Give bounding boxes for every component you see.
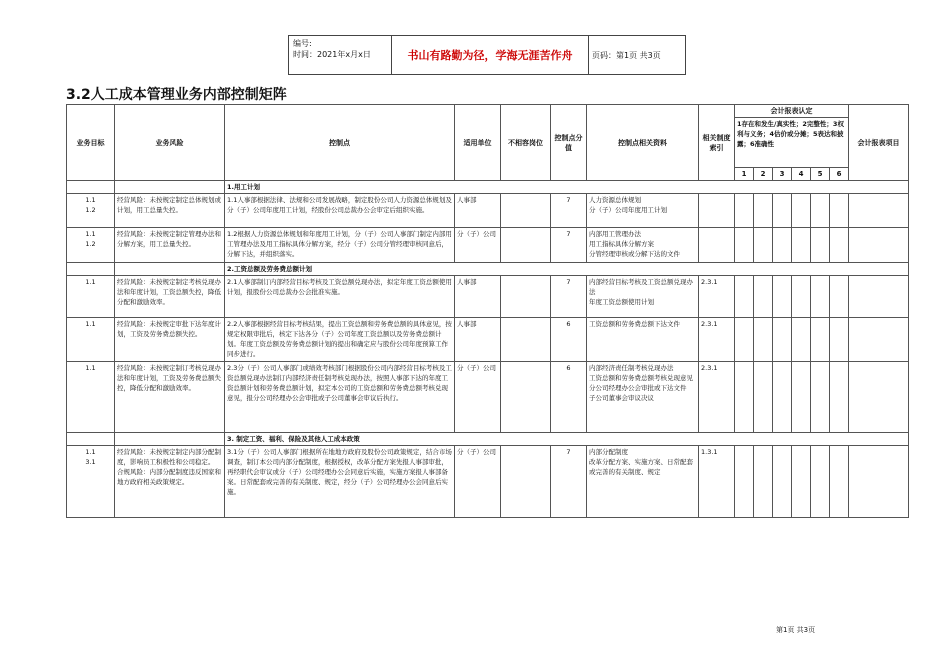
header-control: 控制点 [225,105,455,181]
cell-score: 7 [551,446,587,518]
cell-docs: 内部经济责任制考核兑现办法 工资总额和劳务费总额考核兑现意见 分公司经理办公会审批或下达文件 子公司董事会审议决议 [587,362,699,433]
section-header-row [67,433,909,446]
cell-control: 1.1人事部根据法律、法规和公司发展战略，制定股份公司人力资源总体规划及分（子）公司年度用工计划，经股份公司总裁办公会审定后组织实施。 [225,194,455,228]
cell-assertion [792,318,811,362]
code-label: 编号: [293,39,312,48]
cell-unit: 分（子）公司 [455,446,501,518]
cell-risk: 经营风险：未按规定制订考核兑现办法和年度计划，工资及劳务费总额失控，降低分配和激励效率。 [115,362,225,433]
cell-control: 2.2人事部根据经营目标考核结果，提出工资总额和劳务费总额的具体意见，按规定权限审批后，核定下达各分（子）公司年度工资总额以及劳务费总额计划。年度工资总额及劳务费总额计划的提出和确定应与股份公司年度预算工作同步进行。 [225,318,455,362]
cell-report-item [849,276,909,318]
cell-report-item [849,194,909,228]
cell-assertion [773,228,792,263]
table-row [67,318,909,362]
cell-docs: 工资总额和劳务费总额下达文件 [587,318,699,362]
cell-docs: 内部分配制度 改革分配方案、实施方案、日常配套或完善的有关制度、规定 [587,446,699,518]
table-body [67,181,909,518]
cell-incompatible [501,194,551,228]
header-col-2: 2 [754,168,773,181]
cell-score: 6 [551,362,587,433]
cell-assertion [754,276,773,318]
cell-incompatible [501,318,551,362]
cell-assertion [773,318,792,362]
cell-unit: 人事部 [455,276,501,318]
cell-risk: 经营风险：未按规定制定总体规划或计划，用工总量失控。 [115,194,225,228]
cell-goal: 1.1 1.2 [67,194,115,228]
cell-score: 7 [551,276,587,318]
section-title: 2.工资总额及劳务费总额计划 [225,263,909,276]
cell-unit: 人事部 [455,194,501,228]
cell-assertion [735,362,754,433]
cell-assertion [735,446,754,518]
cell-score: 7 [551,228,587,263]
cell-assertion [773,194,792,228]
table-row [67,276,909,318]
header-report-desc: 1存在和发生/真实性；2完整性；3权利与义务；4估价或分摊；5表达和披露；6准确性 [735,118,849,168]
cell-index [699,228,735,263]
header-docs: 控制点相关资料 [587,105,699,181]
header-col-4: 4 [792,168,811,181]
cell-docs: 人力资源总体规划 分（子）公司年度用工计划 [587,194,699,228]
header-col-3: 3 [773,168,792,181]
section-header-row [67,263,909,276]
cell-assertion [735,194,754,228]
cell-assertion [773,276,792,318]
cell-incompatible [501,276,551,318]
cell-assertion [830,362,849,433]
cell-assertion [754,362,773,433]
cell-control: 1.2根据人力资源总体规划和年度用工计划，分（子）公司人事部门制定内部用工管理办法及用工指标具体分解方案，经分（子）公司分管经理审核同意后，分解下达，并组织落实。 [225,228,455,263]
cell-assertion [735,228,754,263]
cell-assertion [811,318,830,362]
cell-report-item [849,446,909,518]
section-header-row [67,181,909,194]
cell-report-item [849,318,909,362]
cell-assertion [735,318,754,362]
cell-index: 2.3.1 [699,276,735,318]
cell-assertion [792,194,811,228]
cell-docs: 内部经营目标考核及工资总额兑现办法 年度工资总额使用计划 [587,276,699,318]
cell-incompatible [501,446,551,518]
table-row [67,194,909,228]
cell-assertion [830,318,849,362]
header-unit: 适用单位 [455,105,501,181]
cell-assertion [811,276,830,318]
cell-score: 6 [551,318,587,362]
cell-incompatible [501,362,551,433]
page-footer: 第1页 共3页 [776,626,816,634]
section-title: 3. 制定工资、福利、保险及其他人工成本政策 [225,433,909,446]
cell-index: 2.3.1 [699,318,735,362]
header-score: 控制点分值 [551,105,587,181]
cell-assertion [811,446,830,518]
cell-risk: 经营风险：未按规定制定考核兑现办法和年度计划，工资总额失控，降低分配和激励效率。 [115,276,225,318]
cell-report-item [849,362,909,433]
header-meta [289,36,392,74]
cell-score: 7 [551,194,587,228]
cell-unit: 分（子）公司 [455,362,501,433]
cell-assertion [830,276,849,318]
cell-assertion [754,446,773,518]
page-info: 页码：第1页 共3页 [592,50,661,60]
cell-risk: 经营风险：未按规定制定管理办法和分解方案，用工总量失控。 [115,228,225,263]
cell-assertion [792,362,811,433]
cell-control: 2.1人事部制订内部经营目标考核及工资总额兑现办法，拟定年度工资总额使用计划，报股份公司总裁办公会批准实施。 [225,276,455,318]
cell-assertion [754,318,773,362]
time-label: 时间：2021年x月x日 [293,50,371,59]
cell-assertion [754,194,773,228]
control-matrix-table [66,104,909,518]
cell-goal: 1.1 1.2 [67,228,115,263]
cell-goal: 1.1 [67,318,115,362]
header-report-group: 会计报表认定 [735,105,849,118]
page-title: 3.2人工成本管理业务内部控制矩阵 [66,87,287,103]
cell-index [699,194,735,228]
cell-assertion [735,276,754,318]
cell-risk: 经营风险：未按规定制定内部分配制度，影响员工积极性和公司稳定。 合规风险：内部分配制度违反国家和地方政府相关政策规定。 [115,446,225,518]
header-risk: 业务风险 [115,105,225,181]
cell-unit: 分（子）公司 [455,228,501,263]
cell-index: 2.3.1 [699,362,735,433]
cell-assertion [811,362,830,433]
header-goal: 业务目标 [67,105,115,181]
cell-assertion [811,228,830,263]
cell-goal: 1.1 [67,362,115,433]
header-report-item: 会计报表项目 [849,105,909,181]
cell-assertion [830,194,849,228]
cell-assertion [830,446,849,518]
cell-report-item [849,228,909,263]
section-title: 1.用工计划 [225,181,909,194]
table-row [67,362,909,433]
cell-index: 1.3.1 [699,446,735,518]
cell-incompatible [501,228,551,263]
cell-assertion [811,194,830,228]
header-col-5: 5 [811,168,830,181]
header-incompatible: 不相容岗位 [501,105,551,181]
cell-assertion [792,228,811,263]
table-row [67,446,909,518]
cell-assertion [830,228,849,263]
header-index: 相关制度索引 [699,105,735,181]
header-col-6: 6 [830,168,849,181]
cell-control: 3.1分（子）公司人事部门根据所在地地方政府及股份公司政策规定，结合市场调查，制订本公司内部分配制度，根据授权，改革分配方案先报人事部审批，再经职代会审议或分（子）公司经理办公会同意后实施，实施方案报人事部备案。日常配套或完善的有关制度、规定，经分（子）公司经理办公会同意后实施。 [225,446,455,518]
cell-assertion [773,362,792,433]
cell-unit: 人事部 [455,318,501,362]
cell-docs: 内部用工管理办法 用工指标具体分解方案 分管经理审核或分解下达的文件 [587,228,699,263]
cell-assertion [773,446,792,518]
cell-goal: 1.1 [67,276,115,318]
cell-assertion [792,446,811,518]
header-col-1: 1 [735,168,754,181]
cell-assertion [754,228,773,263]
cell-goal: 1.1 3.1 [67,446,115,518]
page-header-box [288,35,686,75]
table-row [67,228,909,263]
cell-control: 2.3分（子）公司人事部门或绩效考核部门根据股份公司内部经营目标考核及工资总额兑现办法制订内部经济责任制考核兑现办法，按照人事部下达的年度工资总额计划和劳务费总额计划，拟定本公司的工资总额和劳务费总额考核兑现意见，报分公司经理办公会审批或子公司董事会审议后执行。 [225,362,455,433]
motto-text: 书山有路勤为径，学海无涯苦作舟 [392,36,589,74]
cell-assertion [792,276,811,318]
cell-risk: 经营风险：未按规定审批下达年度计划，工资及劳务费总额失控。 [115,318,225,362]
